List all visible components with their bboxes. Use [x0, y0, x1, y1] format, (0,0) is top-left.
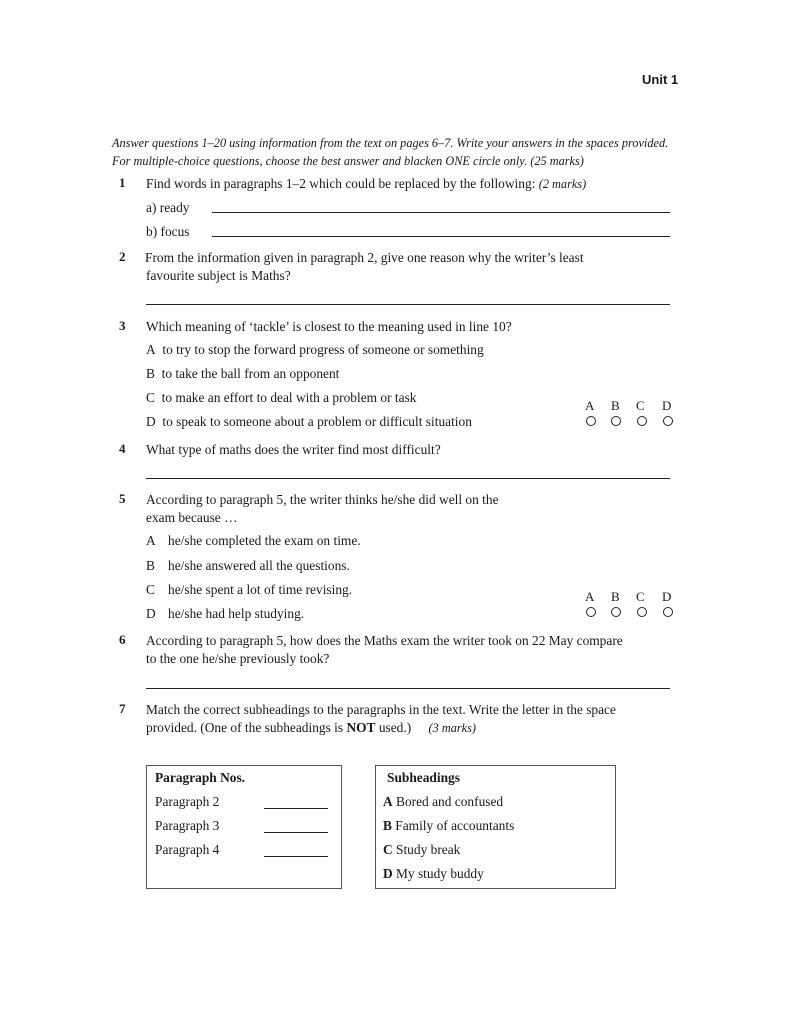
- question-5-option-a: [146, 533, 361, 549]
- question-1-text: [146, 175, 586, 193]
- q3-grid-letter-a: A: [585, 398, 595, 413]
- question-7-line2-pre: provided. (One of the subheadings is: [146, 720, 347, 735]
- question-5-option-c: [146, 582, 352, 598]
- question-2-line2: favourite subject is Maths?: [146, 268, 291, 283]
- option-letter: C: [146, 390, 155, 405]
- subheading-letter: C: [383, 842, 393, 857]
- paragraph-box-header: Paragraph Nos.: [155, 770, 246, 785]
- q5-grid-letter-d: D: [662, 589, 672, 604]
- subheading-letter: D: [383, 866, 393, 881]
- option-letter: B: [146, 558, 155, 573]
- option-text: to take the ball from an opponent: [161, 366, 340, 381]
- q5-grid-letter-a: A: [585, 589, 595, 604]
- q3-answer-circle-d[interactable]: [663, 416, 673, 426]
- answer-line-1a[interactable]: [212, 212, 670, 213]
- paragraph-label-3: Paragraph 3: [155, 818, 220, 833]
- q5-answer-circle-d[interactable]: [663, 607, 673, 617]
- question-5-line1: According to paragraph 5, the writer thinks he/she did well on the: [146, 492, 499, 507]
- q5-answer-circle-c[interactable]: [637, 607, 647, 617]
- answer-line-1b[interactable]: [212, 236, 670, 237]
- question-number-1: 1: [119, 175, 126, 190]
- option-text: to speak to someone about a problem or difficult situation: [162, 414, 472, 429]
- option-letter: C: [146, 582, 155, 597]
- subheading-a: [383, 794, 503, 810]
- q5-answer-circle-a[interactable]: [586, 607, 596, 617]
- question-7-line1: Match the correct subheadings to the paragraphs in the text. Write the letter in the space: [146, 702, 616, 717]
- option-text: he/she had help studying.: [168, 606, 305, 621]
- q5-grid-letter-b: B: [611, 589, 620, 604]
- question-7-line2: [146, 719, 476, 737]
- question-number-6: 6: [119, 632, 126, 647]
- question-number-5: 5: [119, 491, 126, 506]
- question-5-line2: exam because …: [146, 510, 238, 525]
- question-6-line1: According to paragraph 5, how does the Maths exam the writer took on 22 May compare: [146, 633, 623, 648]
- answer-line-6[interactable]: [146, 688, 670, 689]
- option-text: he/she completed the exam on time.: [168, 533, 361, 548]
- option-text: to try to stop the forward progress of someone or something: [162, 342, 484, 357]
- option-text: he/she spent a lot of time revising.: [168, 582, 353, 597]
- subheadings-box-header: Subheadings: [387, 770, 460, 785]
- option-text: he/she answered all the questions.: [168, 558, 350, 573]
- q3-grid-letter-d: D: [662, 398, 672, 413]
- question-number-4: 4: [119, 441, 126, 456]
- option-letter: B: [146, 366, 155, 381]
- subheading-c: [383, 842, 460, 858]
- subheading-text: Family of accountants: [391, 818, 515, 833]
- option-letter: A: [146, 342, 156, 357]
- option-text: to make an effort to deal with a problem or task: [161, 390, 417, 405]
- answer-line-paragraph-3[interactable]: [264, 832, 328, 833]
- question-3-option-c: [146, 390, 416, 406]
- question-1-marks: (2 marks): [538, 177, 587, 191]
- paragraph-label-4: Paragraph 4: [155, 842, 220, 857]
- option-letter: D: [146, 414, 156, 429]
- question-3-option-a: [146, 342, 484, 358]
- question-7-line2-post: used.): [375, 720, 412, 735]
- question-5-option-b: [146, 558, 350, 574]
- q5-answer-circle-b[interactable]: [611, 607, 621, 617]
- answer-line-paragraph-4[interactable]: [264, 856, 328, 857]
- question-7-marks: (3 marks): [428, 721, 477, 735]
- question-1a-label: a) ready: [146, 200, 190, 215]
- question-5-option-d: [146, 606, 304, 622]
- question-7-not: NOT: [346, 720, 376, 735]
- question-3-option-b: [146, 366, 339, 382]
- question-number-7: 7: [119, 701, 126, 716]
- subheading-d: [383, 866, 484, 882]
- q3-answer-circle-a[interactable]: [586, 416, 596, 426]
- q3-grid-letter-b: B: [611, 398, 620, 413]
- paragraph-box: [146, 765, 342, 889]
- subheading-letter: A: [383, 794, 393, 809]
- question-4-text: What type of maths does the writer find most difficult?: [146, 442, 441, 457]
- unit-label: Unit 1: [642, 72, 679, 87]
- question-3-text: Which meaning of ‘tackle’ is closest to the meaning used in line 10?: [146, 319, 512, 334]
- subheading-letter: B: [383, 818, 392, 833]
- q3-answer-circle-c[interactable]: [637, 416, 647, 426]
- option-letter: D: [146, 606, 156, 621]
- question-6-line2: to the one he/she previously took?: [146, 651, 330, 666]
- instructions: Answer questions 1–20 using information from the text on pages 6–7. Write your answers in the spaces provided. For multiple-choice questions, choose the best answer and blacken ONE circle only. (25 marks): [112, 136, 669, 168]
- subheading-text: Study break: [392, 842, 461, 857]
- answer-line-2[interactable]: [146, 304, 670, 305]
- answer-line-paragraph-2[interactable]: [264, 808, 328, 809]
- subheadings-box: [375, 765, 616, 889]
- subheading-text: Bored and confused: [392, 794, 504, 809]
- question-2-line1: From the information given in paragraph 2, give one reason why the writer’s least: [145, 250, 584, 265]
- q3-answer-circle-b[interactable]: [611, 416, 621, 426]
- question-3-option-d: [146, 414, 472, 430]
- question-number-2: 2: [119, 249, 126, 264]
- question-number-3: 3: [119, 318, 126, 333]
- question-1-prompt: Find words in paragraphs 1–2 which could be replaced by the following:: [146, 176, 536, 191]
- subheading-b: [383, 818, 514, 834]
- q3-grid-letter-c: C: [636, 398, 645, 413]
- question-1b-label: b) focus: [146, 224, 190, 239]
- q5-grid-letter-c: C: [636, 589, 645, 604]
- option-letter: A: [146, 533, 156, 548]
- subheading-text: My study buddy: [392, 866, 484, 881]
- paragraph-label-2: Paragraph 2: [155, 794, 220, 809]
- answer-line-4[interactable]: [146, 478, 670, 479]
